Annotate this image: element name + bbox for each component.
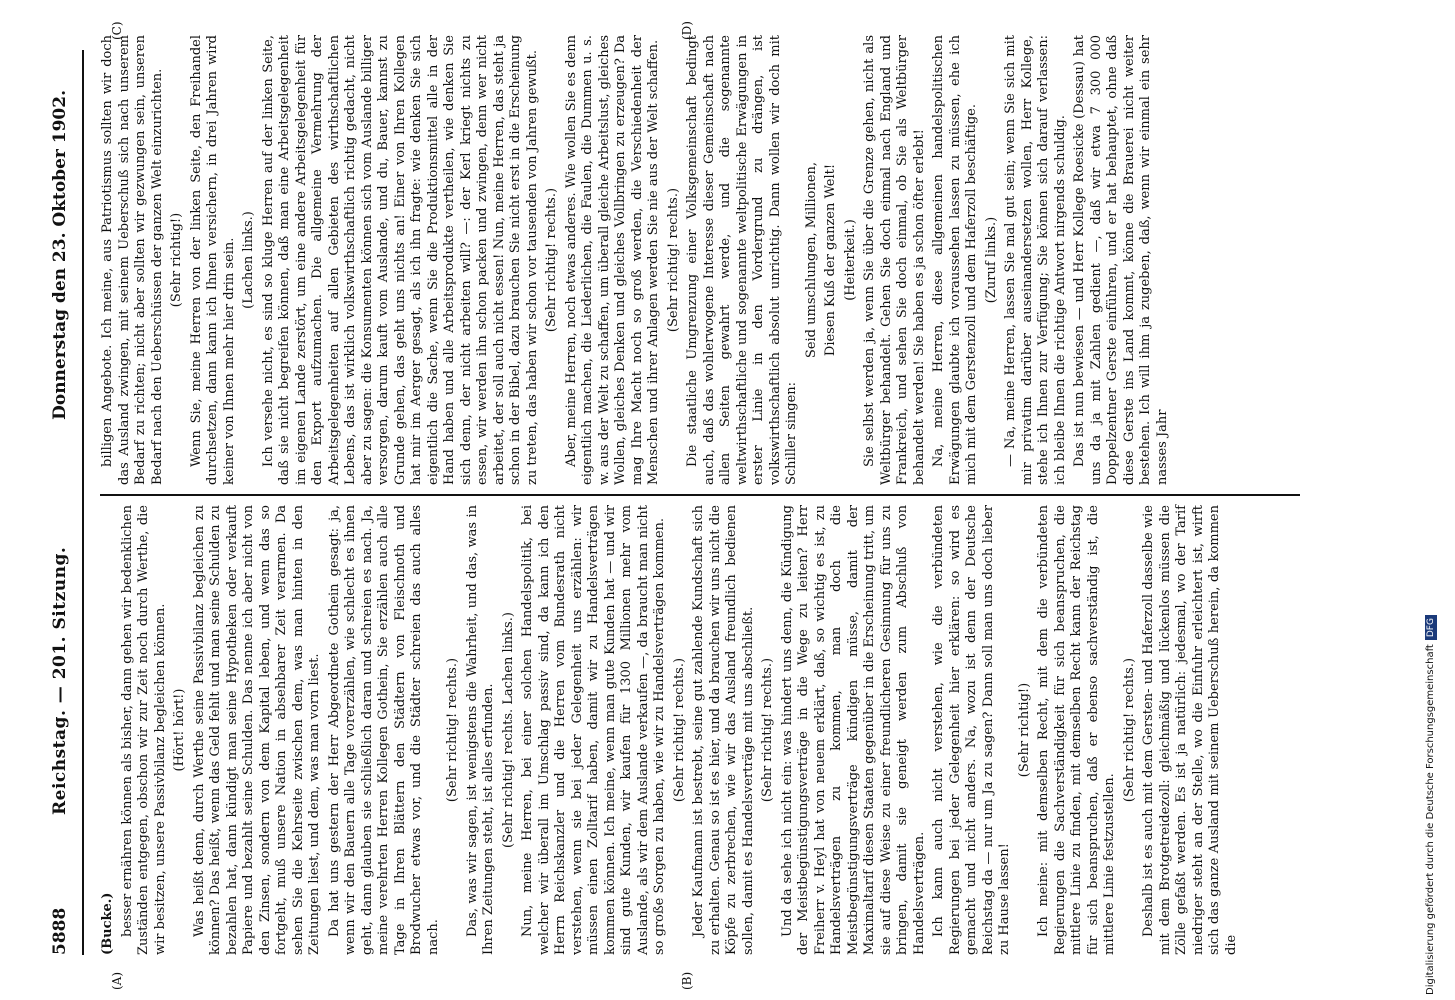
paragraph: (Sehr richtig! rechts.)	[544, 187, 559, 333]
paragraph: (Sehr richtig! rechts.)	[1121, 657, 1137, 803]
document-page	[40, 21, 1420, 990]
paragraph: Na, meine Herren, diese allgemeinen handelspolitischen Erwägungen glaubte ich voraussehen lassen zu müssen, ehe ich mich mit dem Gerstenzoll und dem Haferzoll beschäftige.	[931, 35, 979, 485]
paragraph: (Heiterkeit.)	[842, 219, 858, 301]
paragraph: (Sehr richtig! rechts. Lachen links.)	[500, 612, 516, 848]
paragraph: Ich kann auch nicht verstehen, wie die verbündeten Regierungen bei jeder Gelegenheit hier erklären: so wird es gemacht und nicht anders. Na, wozu ist denn der Deutsche Reichstag da — nur um Ja zu sagen? Dann soll man uns doch lieber zu Hause lassen!	[931, 505, 1012, 955]
paragraph: Deshalb ist es auch mit dem Gersten- und Haferzoll dasselbe wie mit dem Brotgetreidezoll: gleichmäßig und lückenlos müssen die Zölle gefaßt werden. Es ist ja natürlich: jedesmal, wo der Tarif niedriger steht an der Stelle, wo die Einfuhr erleichtert ist, wirft sich das ganze Ausland mit seinem Ueberschuß herein, da kommen die	[1141, 505, 1239, 955]
paragraph: Seid umschlungen, Millionen,	[803, 161, 819, 359]
paragraph: Wenn Sie, meine Herren von der linken Seite, den Freihandel durchsetzen, dann kann ich Ihnen versichern, in drei Jahren wird keiner von Ihnen mehr hier drin sein.	[188, 35, 237, 485]
paragraph: (Lachen links.)	[241, 211, 256, 309]
paragraph: (Zuruf links.)	[983, 216, 999, 304]
paragraph: billigen Angebote. Ich meine, aus Patriotismus sollten wir doch das Ausland zwingen, mit seinem Ueberschuß sich nach unserem Bedarf zu richten; nicht aber sollten wir gezwungen sein, unseren Bedarf nach den Ueberschüssen der ganzen Welt einzurichten.	[100, 35, 165, 485]
paragraph: Ich meine: mit demselben Recht, mit dem die verbündeten Regierungen die Sachverständigkeit für sich beanspruchen, die mittlere Linie zu finden, mit demselben Recht kann der Reichstag für sich beanspruchen, daß er ebenso sachverständig ist, die mittlere Linie festzustellen.	[1036, 505, 1117, 955]
paragraph: (Sehr richtig! rechts.)	[760, 657, 775, 803]
paragraph: (Sehr richtig! rechts.)	[445, 657, 460, 803]
paragraph: Da hat uns gestern der Herr Abgeordnete Gothein gesagt: ja, wenn wir den Bauern alle Tage vorerzählen, wie schlecht es ihnen geht, dann glauben sie schließlich daran und schreien es nach. Ja, meine verehrten Herren Kollegen Gothein, Sie erzählen auch alle Tage in Ihren Blättern den Städtern von Fleischnoth und Brodwucher etwas vor, und die Städter schreien das auch alles nach.	[326, 505, 441, 955]
paragraph: (Sehr richtig! rechts.)	[665, 187, 681, 333]
page-header	[40, 50, 80, 955]
paragraph: Jeder Kaufmann ist bestrebt, seine gut zahlende Kundschaft sich zu erhalten. Genau so ist es hier, und da brauchen wir uns nicht die Köpfe zu zerbrechen, wie wir das Ausland freundlich bedienen sollen, damit es Handelsverträge mit uns abschließt.	[691, 505, 756, 955]
column-divider	[100, 494, 1300, 496]
paragraph: — Na, meine Herren, lassen Sie mal gut sein; wenn Sie sich mit mir privatim darüber auseinandersetzen wollen, Herr Kollege, stehe ich Ihnen zur Verfügung; Sie können sich darauf verlassen: ich bleibe Ihnen die richtige Antwort nirgends schuldig.	[1003, 35, 1068, 485]
page-number: 5888	[50, 907, 70, 955]
speaker-name: (Bucke.)	[100, 892, 115, 955]
paragraph: Sie selbst werden ja, wenn Sie über die Grenze gehen, nicht als Weltbürger behandelt. Gehen Sie doch einmal nach England und Frankreich, und sehen Sie doch einmal, ob Sie als Weltbürger behandelt werden! Sie haben es ja schon öfter erlebt!	[862, 35, 927, 485]
paragraph: (Hört! hört!)	[172, 688, 187, 772]
paragraph: Aber, meine Herren, noch etwas anderes. Wie wollen Sie es denn eigentlich machen, die Liederlichen, die Faulen, die Dummen u. s. w. aus der Welt zu schaffen, um überall gleiche Arbeitslust, gleiches Wollen, gleiches Denken und gleiches Vollbringen zu erzeugen? Da mag Ihre Macht noch so groß werden, die Verschiedenheit der Menschen und ihrer Anlagen werden Sie nie aus der Welt schaffen.	[563, 35, 661, 485]
paragraph: Was heißt denn, durch Werthe seine Passivbilanz begleichen zu können? Das heißt, wenn das Geld fehlt und man seine Schulden zu bezahlen hat, dann kündigt man seine Hypotheken oder verkauft Papiere und bezahlt seine Schulden. Das nenne ich aber nicht von den Zinsen, sondern von dem Kapital leben, und wenn das so fortgeht, muß unsere Nation in absehbarer Zeit verarmen. Da sehen Sie die Kehrseite zwischen dem, was man hinten in den Zeitungen liest, und dem, was man vorn liest.	[191, 505, 322, 955]
paragraph: Und da sehe ich nicht ein: was hindert uns denn, die Kündigung der Meistbegünstigungsverträge in die Wege zu leiten? Herr Freiherr v. Heyl hat von neuem erklärt, daß, so wichtig es ist, zu Handelsverträgen zu kommen, man doch die Meistbegünstigungsverträge kündigen müsse, damit der Maximaltarif diesen Staaten gegenüber in die Erscheinung tritt, um sie auf diese Weise zu einer freundlicheren Gesinnung für uns zu bringen, damit sie geneigt werden zum Abschluß von Handelsverträgen.	[779, 505, 927, 955]
paragraph: Ich versehe nicht, es sind so kluge Herren auf der linken Seite, daß sie nicht begreifen können, daß man eine Arbeitsgelegenheit im eigenen Lande zerstört, um eine andere Arbeitsgelegenheit für den Export aufzumachen. Die allgemeine Vermehrung der Arbeitsgelegenheiten auf allen Gebieten des wirthschaftlichen Lebens, das ist wirklich volkswirthschaftlich richtig gedacht, nicht aber zu sagen: die Konsumenten können sich vom Auslande billiger versorgen, darum kauft vom Auslande, und du, Bauer, kannst zu Grunde gehen, das geht uns nichts an! Einer von Ihren Kollegen hat mir im Aerger gesagt, als ich ihn fragte: wie denken Sie sich eigentlich die Sache, wenn Sie die Produktionsmittel alle in der Hand haben und alle Arbeitsprodukte vertheilen, wie denken Sie sich denn, der nicht arbeiten will? —: der Kerl kriegt nichts zu essen, wir werden ihn schon packen und zwingen, denn wer nicht arbeitet, der soll auch nicht essen! Nun, meine Herren, das steht ja schon in der Bibel, dazu brauchen Sie nicht erst in die Erscheinung zu treten, das haben wir schon vor tausenden von Jahren gewußt.	[260, 35, 540, 485]
right-column	[100, 35, 1300, 485]
margin-marker-b: (B)	[680, 971, 694, 990]
margin-marker-d: (D)	[680, 21, 694, 40]
digitization-credit	[1405, 5, 1435, 995]
session-date: Donnerstag den 23. Oktober 1902.	[50, 90, 70, 420]
credit-text: Digitalisierung gefördert durch die Deutsche Forschungsgemeinschaft	[1425, 644, 1436, 995]
margin-marker-a: (A)	[110, 971, 124, 990]
paragraph: Das, was wir sagen, ist wenigstens die Wahrheit, und das, was in Ihren Zeitungen steht, ist alles erfunden.	[464, 505, 496, 955]
left-column	[100, 505, 1300, 955]
paragraph: Das ist nun bewiesen — und Herr Kollege Roesicke (Dessau) hat uns da ja mit Zahlen gedient —, daß wir etwa 7 300 000 Doppelzentner Gerste einführen, und er hat behauptet, ohne daß diese Gerste ins Land kommt, könne die Brauerei nicht weiter bestehen. Ich will ihm ja zugeben, daß, wenn wir einmal ein sehr nasses Jahr	[1072, 35, 1170, 485]
dfg-logo: DFG	[1425, 615, 1437, 640]
paragraph: (Sehr richtig!)	[1016, 682, 1032, 778]
paragraph: Diesen Kuß der ganzen Welt!	[823, 163, 838, 357]
session-title: Reichstag. — 201. Sitzung.	[50, 546, 70, 815]
paragraph: Nun, meine Herren, bei einer solchen Handelspolitik, bei welcher wir überall im Umschlag passiv sind, da kann ich den Herrn Reichskanzler und die Herren vom Bundesrath nicht verstehen, wenn sie bei jeder Gelegenheit uns erzählen: wir müssen einen Zolltarif haben, damit wir zu Handelsverträgen kommen können. Ich meine, wenn man gute Kunden hat — und wir sind gute Kunden, wir kaufen für 1300 Millionen mehr vom Auslande, als wir dem Auslande verkaufen —, da braucht man nicht so große Sorgen zu haben, wie wir zu Handelsverträgen kommen.	[520, 505, 667, 955]
header-rule	[82, 50, 84, 955]
paragraph: Die staatliche Umgrenzung einer Volksgemeinschaft bedingt auch, daß das wohlerwogene Interesse dieser Gemeinschaft nach allen Seiten gewahrt werde, und die sogenannte weltwirthschaftliche und sogenannte weltpolitische Erwägungen in erster Linie in den Vordergrund zu drängen, ist volkswirthschaftlich absolut unrichtig. Dann wollen wir doch mit Schiller singen:	[685, 35, 799, 485]
margin-marker-c: (C)	[110, 21, 124, 40]
paragraph: (Sehr richtig!)	[169, 212, 184, 308]
paragraph: (Sehr richtig! rechts.)	[671, 657, 687, 803]
paragraph: besser ernähren können als bisher, dann gehen wir bedenklichen Zuständen entgegen, obschon wir zur Zeit noch durch Werthe, die wir besitzen, unsere Passivbilanz begleichen können.	[119, 505, 168, 955]
